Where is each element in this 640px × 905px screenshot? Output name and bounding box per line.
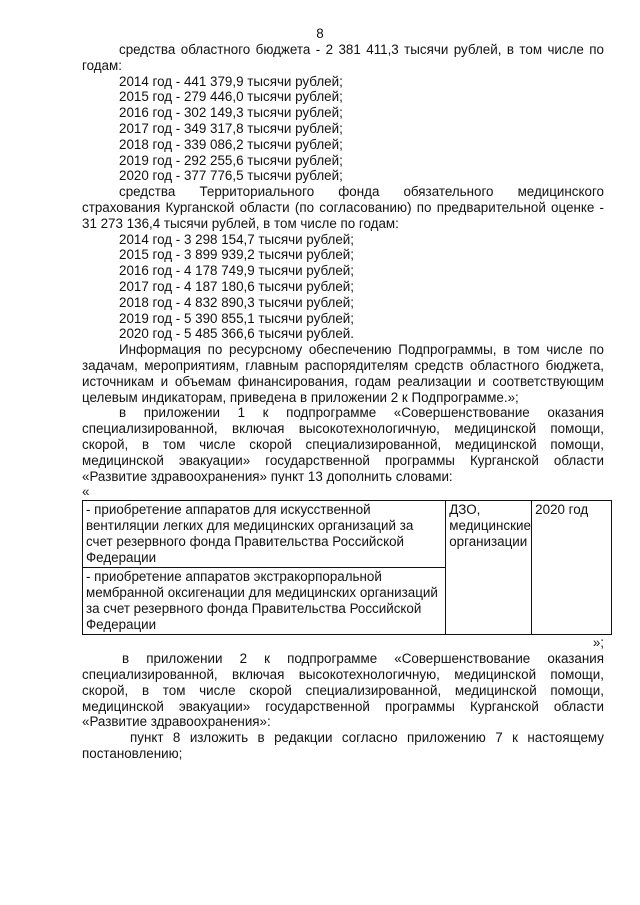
table-cell-year: 2020 год (532, 501, 612, 635)
closing-quote: »; (592, 635, 604, 651)
document-body (82, 42, 604, 762)
list-item: 2017 год - 4 187 180,6 тысячи рублей; (119, 278, 354, 294)
oms-fund-year-list (82, 232, 604, 343)
opening-quote: « (82, 484, 90, 500)
list-item: 2015 год - 3 899 939,2 тысячи рублей; (119, 247, 354, 263)
table-cell-measure: - приобретение аппаратов экстракорпоральной мембранной оксигенации для медицинских организаций за счет резервного фонда Правительства Российской Федерации (83, 568, 446, 635)
list-item: 2020 год - 377 776,5 тысячи рублей; (119, 168, 343, 184)
resource-info-paragraph: Информация по ресурсному обеспечению Подпрограммы, в том числе по задачам, мероприятиям, главным распорядителям средств областного бюджета, источникам и объемам финансирования, годам реализации и соответствующим целевым индикаторам, приведена в приложении 2 к Подпрограмме.»; (82, 342, 604, 405)
list-item: 2017 год - 349 317,8 тысячи рублей; (119, 120, 343, 136)
list-item: 2019 год - 292 255,6 тысячи рублей; (119, 152, 343, 168)
table-cell-measure: - приобретение аппаратов для искусственной вентиляции легких для медицинских организаций за счет резервного фонда Правительства Российской Федерации (83, 501, 446, 568)
regional-budget-year-list (82, 74, 604, 185)
final-paragraph: пункт 8 изложить в редакции согласно приложению 7 к настоящему постановлению; (82, 730, 604, 762)
regional-budget-intro: средства областного бюджета - 2 381 411,3 тысячи рублей, в том числе по годам: (82, 42, 604, 73)
appendix2-paragraph: в приложении 2 к подпрограмме «Совершенствование оказания специализированной, включая высокотехнологичную, медицинской помощи, скорой, в том числе скорой специализированной, медицинской помощи, медицинской эвакуации» государственной программы Курганской области «Развитие здравоохранения»: (82, 651, 604, 730)
list-item: 2018 год - 4 832 890,3 тысячи рублей; (119, 294, 354, 310)
list-item: 2016 год - 302 149,3 тысячи рублей; (119, 105, 343, 121)
list-item: 2015 год - 279 446,0 тысячи рублей; (119, 89, 343, 105)
list-item: 2020 год - 5 485 366,6 тысячи рублей. (119, 326, 354, 342)
oms-fund-intro: средства Территориального фонда обязательного медицинского страхования Курганской области (по согласованию) по предварительной оценке - 31 273 136,4 тысячи рублей, в том числе по годам: (82, 184, 604, 231)
list-item: 2014 год - 441 379,9 тысячи рублей; (119, 73, 343, 89)
table-row (83, 501, 612, 568)
list-item: 2019 год - 5 390 855,1 тысячи рублей; (119, 310, 354, 326)
list-item: 2018 год - 339 086,2 тысячи рублей; (119, 136, 343, 152)
page-number: 8 (316, 26, 324, 41)
list-item: 2014 год - 3 298 154,7 тысячи рублей; (119, 231, 354, 247)
appendix1-paragraph: в приложении 1 к подпрограмме «Совершенствование оказания специализированной, включая высокотехнологичную, медицинской помощи, скорой, в том числе скорой специализированной, медицинской помощи, медицинской эвакуации» государственной программы Курганской области «Развитие здравоохранения» пункт 13 дополнить словами: (82, 405, 604, 484)
inserted-table (82, 500, 612, 635)
list-item: 2016 год - 4 178 749,9 тысячи рублей; (119, 263, 354, 279)
table-cell-executor: ДЗО, медицинские организации (446, 501, 532, 635)
